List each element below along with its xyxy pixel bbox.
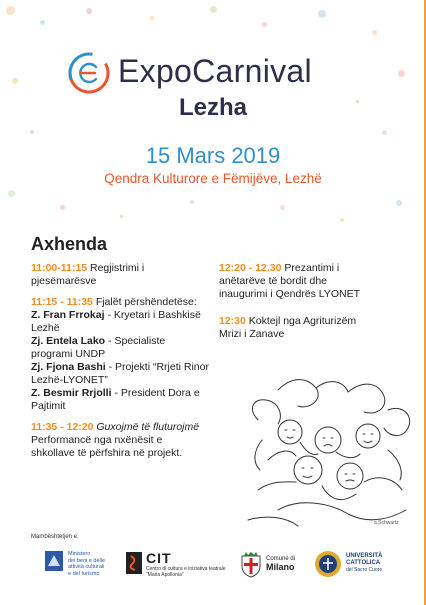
- milano-crest-icon: [240, 552, 262, 578]
- ucsc-seal-icon: [314, 550, 342, 578]
- milano-logo: [240, 548, 304, 582]
- city-title: Lezha: [178, 94, 247, 121]
- speaker-role: - Kryetari i Bashkisë Lezhë: [31, 309, 201, 334]
- agenda-text: Performancë nga nxënësit e shkollave të përfshira në projekt.: [31, 434, 183, 459]
- cit-emblem-icon: [126, 552, 142, 574]
- ucsc-name: UNIVERSITÀ CATTOLICA del Sacro Cuore: [346, 553, 383, 573]
- agenda-title: Axhenda: [31, 234, 108, 254]
- agenda-time: 11:35 - 12:20: [31, 421, 94, 433]
- milano-label: Comune di Milano: [266, 556, 296, 572]
- speaker: [31, 387, 209, 413]
- ministry-emblem-icon: [44, 550, 64, 572]
- cit-name: Centro di cultura e iniziativa teatrale “Maria Apollonia”: [146, 566, 226, 578]
- cit-acronym: CIT: [146, 550, 172, 566]
- line-art-illustration: [238, 370, 418, 532]
- partners-label: Mambështetjen e:: [31, 534, 79, 540]
- agenda-left-column: [31, 262, 209, 468]
- agenda-right-column: [219, 262, 371, 349]
- ministry-name: Ministero dei beni e delle attività culturali e del turismo: [68, 551, 106, 577]
- expocarnival-logo-icon: [67, 51, 111, 95]
- speaker-name: Z. Besmir Rrjolli: [31, 387, 112, 399]
- speaker: [31, 361, 209, 387]
- agenda-text: Regjistrimi i pjesëmarësve: [31, 262, 145, 287]
- agenda-time: 11:15 - 11:35: [31, 296, 93, 308]
- speaker-name: Z. Fran Frrokaj: [31, 309, 105, 321]
- speaker-name: Zj. Entela Lako: [31, 335, 106, 347]
- agenda-text: Prezantimi i anëtarëve të bordit dhe inaugurimi i Qendrës LYONET: [219, 262, 361, 300]
- agenda-time: 11:00-11:15: [31, 262, 88, 274]
- speaker: [31, 309, 209, 335]
- artwork-signature: a.Schwartz: [374, 520, 399, 526]
- agenda-text: Koktejl nga Agriturizëm Mrizi i Zanave: [219, 315, 357, 340]
- speaker-role: - Specialiste programi UNDP: [31, 335, 166, 360]
- agenda-item: [219, 262, 371, 301]
- brand-name: ExpoCarnival: [118, 53, 312, 89]
- agenda-item: [31, 421, 209, 460]
- agenda-time: 12:20 - 12.30: [219, 262, 282, 274]
- agenda-item: [31, 262, 209, 288]
- agenda-time: 12:30: [219, 315, 246, 327]
- ucsc-logo: [314, 548, 404, 582]
- agenda-item-title: Guxojmë të fluturojmë: [96, 421, 200, 433]
- cit-logo: [126, 548, 226, 582]
- speaker-role: - President Dora e Pajtimit: [31, 387, 200, 412]
- agenda-item: [219, 315, 371, 341]
- agenda-item: [31, 296, 209, 413]
- speaker-name: Zj. Fjona Bashi: [31, 361, 106, 373]
- ministry-logo: [44, 548, 120, 582]
- event-date: 15 Mars 2019: [145, 143, 281, 168]
- agenda-text: Fjalët përshëndetëse:: [95, 296, 197, 308]
- event-venue: Qendra Kulturore e Fëmijëve, Lezhë: [104, 171, 322, 186]
- speaker: [31, 335, 209, 361]
- speaker-role: - Projekti “Rrjeti Rinor Lezhë-LYONET”: [31, 361, 209, 386]
